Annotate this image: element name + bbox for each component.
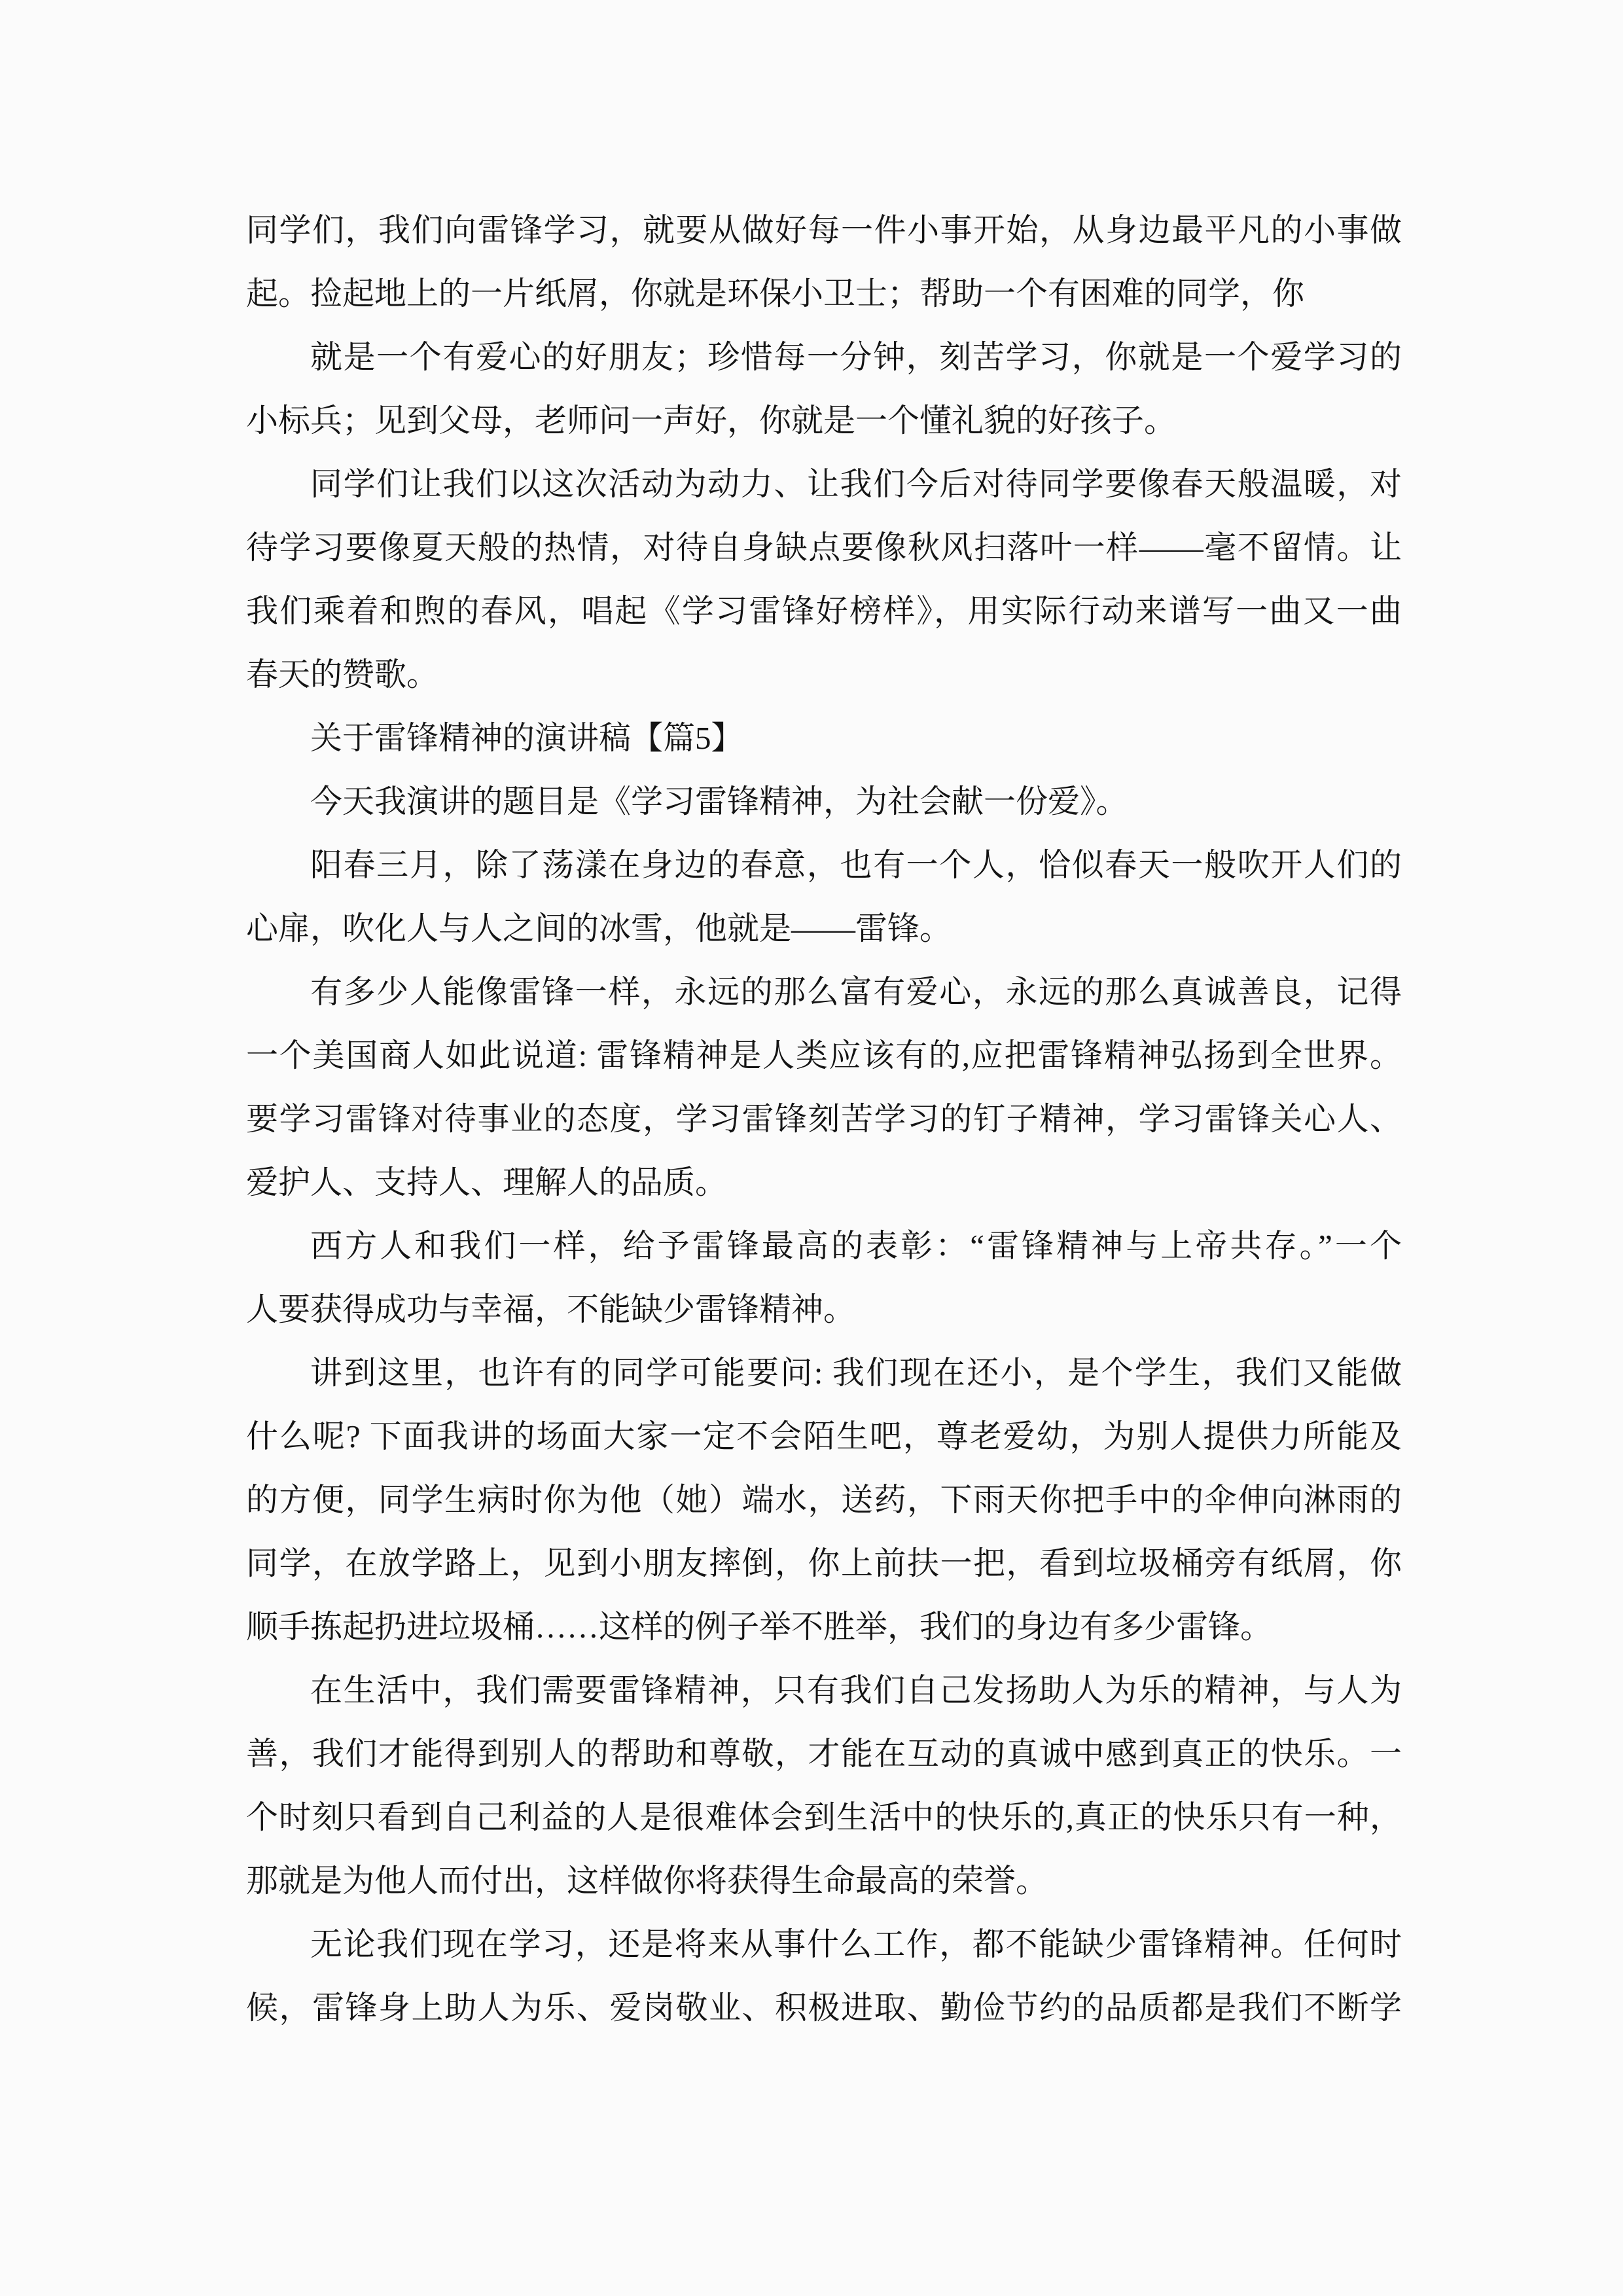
text-line: 一个美国商人如此说道: 雷锋精神是人类应该有的,应把雷锋精神弘扬到全世界。 [246,1037,1402,1073]
text-line: 西方人和我们一样，给予雷锋最高的表彰：“雷锋精神与上帝共存。”一个 [310,1228,1402,1264]
document-body [246,198,1402,2039]
text-line: 有多少人能像雷锋一样，永远的那么富有爱心，永远的那么真诚善良，记得 [310,974,1402,1010]
text-line: 顺手拣起扔进垃圾桶……这样的例子举不胜举，我们的身边有多少雷锋。 [246,1609,1273,1645]
text-line: 同学们让我们以这次活动为动力、让我们今后对待同学要像春天般温暖，对 [310,466,1402,502]
text-line: 待学习要像夏天般的热情，对待自身缺点要像秋风扫落叶一样——毫不留情。让 [246,529,1402,565]
text-line: 候，雷锋身上助人为乐、爱岗敬业、积极进取、勤俭节约的品质都是我们不断学 [246,1990,1402,2026]
text-line: 就是一个有爱心的好朋友；珍惜每一分钟，刻苦学习，你就是一个爱学习的 [310,339,1402,375]
text-line: 讲到这里，也许有的同学可能要问: 我们现在还小，是个学生，我们又能做 [310,1355,1402,1391]
text-line: 什么呢? 下面我讲的场面大家一定不会陌生吧，尊老爱幼，为别人提供力所能及 [246,1418,1402,1454]
text-line: 春天的赞歌。 [246,656,439,692]
text-line: 爱护人、支持人、理解人的品质。 [246,1164,728,1200]
text-line: 小标兵；见到父母，老师问一声好，你就是一个懂礼貌的好孩子。 [246,403,1177,439]
text-line: 在生活中，我们需要雷锋精神，只有我们自己发扬助人为乐的精神，与人为 [310,1672,1402,1708]
text-line: 那就是为他人而付出，这样做你将获得生命最高的荣誉。 [246,1863,1048,1899]
text-line: 无论我们现在学习，还是将来从事什么工作，都不能缺少雷锋精神。任何时 [310,1926,1402,1962]
text-line: 阳春三月，除了荡漾在身边的春意，也有一个人，恰似春天一般吹开人们的 [310,847,1402,883]
text-line: 同学，在放学路上，见到小朋友摔倒，你上前扶一把，看到垃圾桶旁有纸屑，你 [246,1545,1402,1581]
text-line: 起。捡起地上的一片纸屑，你就是环保小卫士；帮助一个有困难的同学，你 [246,276,1305,312]
text-line: 关于雷锋精神的演讲稿【篇5】 [310,720,743,756]
text-line: 同学们，我们向雷锋学习，就要从做好每一件小事开始，从身边最平凡的小事做 [246,212,1402,248]
text-line: 要学习雷锋对待事业的态度，学习雷锋刻苦学习的钉子精神，学习雷锋关心人、 [246,1101,1402,1137]
text-line: 的方便，同学生病时你为他（她）端水，送药，下雨天你把手中的伞伸向淋雨的 [246,1482,1402,1518]
text-line: 个时刻只看到自己利益的人是很难体会到生活中的快乐的,真正的快乐只有一种， [246,1799,1402,1835]
text-line: 我们乘着和煦的春风，唱起《学习雷锋好榜样》，用实际行动来谱写一曲又一曲 [246,593,1402,629]
text-line: 善，我们才能得到别人的帮助和尊敬，才能在互动的真诚中感到真正的快乐。一 [246,1736,1402,1772]
text-line: 人要获得成功与幸福，不能缺少雷锋精神。 [246,1291,856,1327]
text-line: 今天我演讲的题目是《学习雷锋精神，为社会献一份爱》。 [310,783,1128,819]
text-line: 心扉，吹化人与人之间的冰雪，他就是——雷锋。 [246,910,952,946]
